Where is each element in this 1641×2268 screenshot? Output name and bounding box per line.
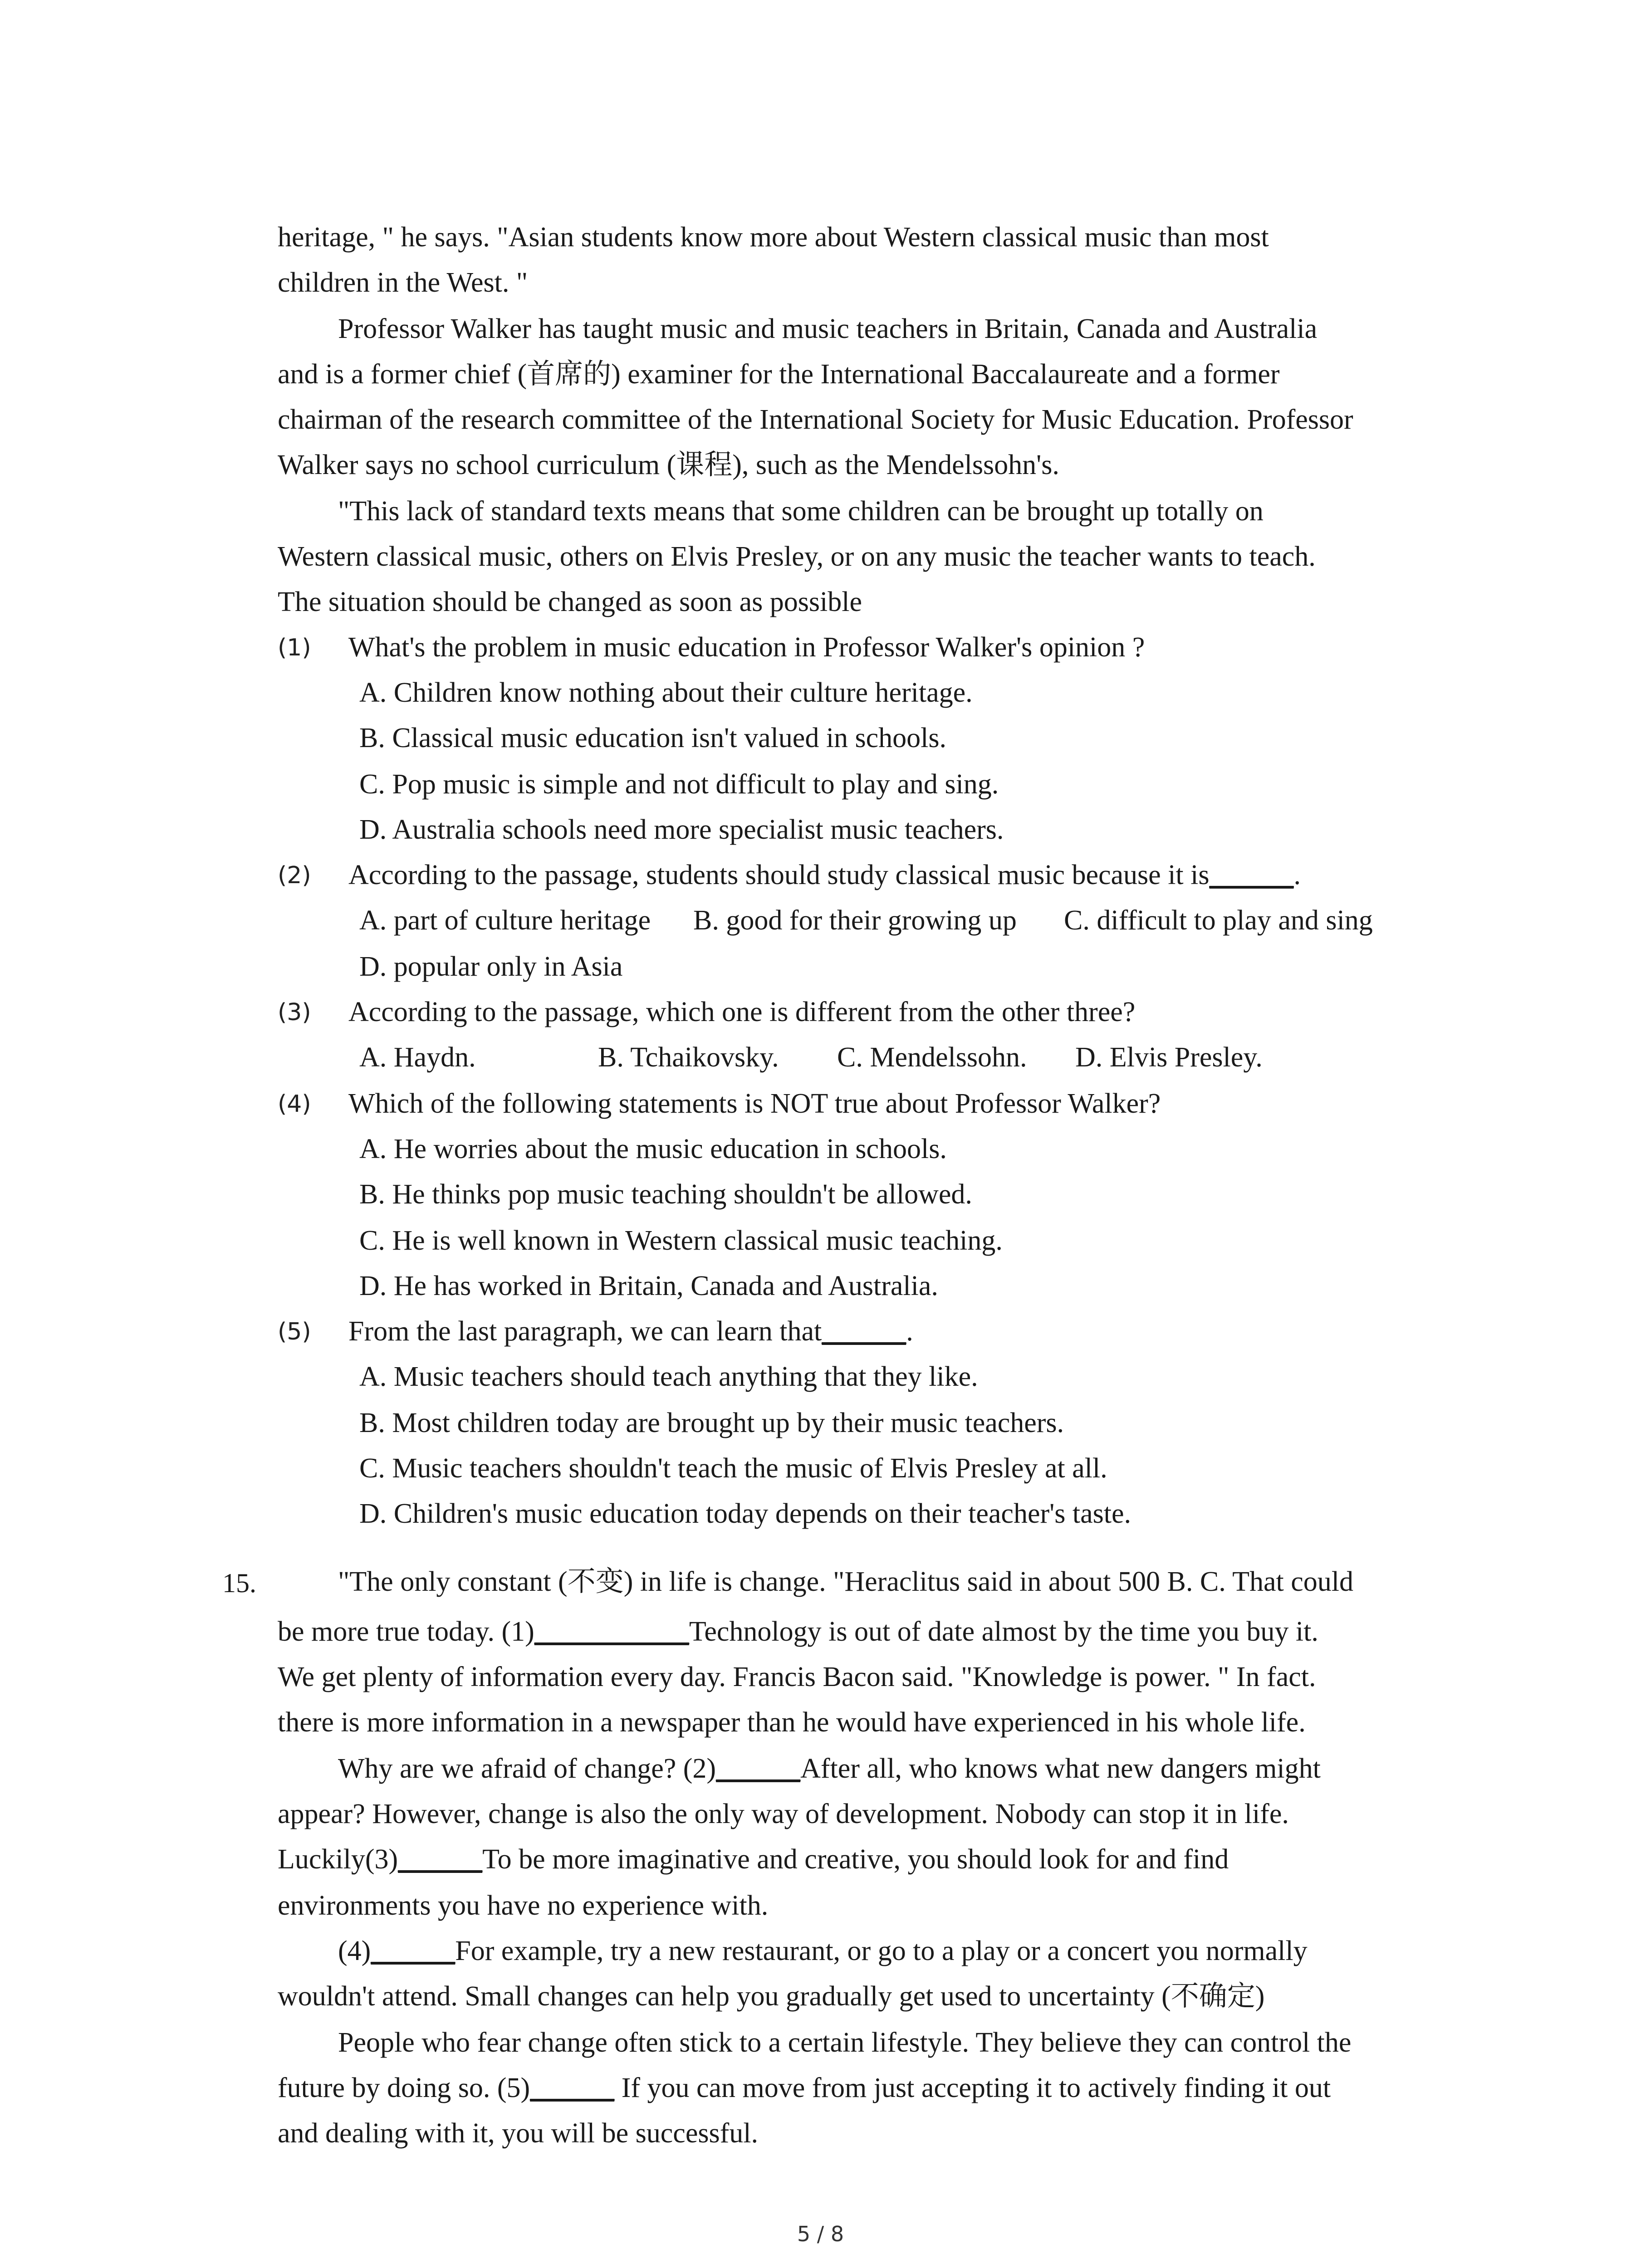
answer-blank: ______ [822, 1316, 906, 1347]
question-number: (3) [278, 999, 311, 1026]
passage-line: Why are we afraid of change? (2)______After all, who knows what new dangers might [338, 1753, 1321, 1784]
question-stem: Which of the following statements is NOT true about Professor Walker? [348, 1088, 1161, 1119]
option: D. Children's music education today depends on their teacher's taste. [359, 1498, 1132, 1529]
answer-blank: ______ [716, 1753, 801, 1784]
question-stem: According to the passage, which one is different from the other three? [348, 997, 1136, 1027]
question-number: (5) [278, 1318, 311, 1345]
passage-line: be more true today. (1)___________Technology is out of date almost by the time you buy it. [278, 1616, 1318, 1647]
passage-line: environments you have no experience with. [278, 1890, 769, 1921]
option: A. part of culture heritage [359, 905, 651, 936]
passage-line: chairman of the research committee of the International Society for Music Education. Professor [278, 404, 1353, 435]
option: C. Pop music is simple and not difficult to play and sing. [359, 769, 999, 800]
option: A. Children know nothing about their culture heritage. [359, 677, 973, 708]
passage-line: "This lack of standard texts means that some children can be brought up totally on [338, 496, 1264, 527]
passage-line: (4)______For example, try a new restaurant, or go to a play or a concert you normally [338, 1936, 1308, 1966]
question-number: (2) [278, 862, 311, 889]
passage-line: wouldn't attend. Small changes can help you gradually get used to uncertainty (不确定) [278, 1981, 1265, 2012]
answer-blank: ___________ [534, 1616, 689, 1647]
option: B. He thinks pop music teaching shouldn't be allowed. [359, 1179, 972, 1210]
option: B. Classical music education isn't valued in schools. [359, 723, 947, 753]
option: A. He worries about the music education in schools. [359, 1134, 947, 1164]
passage-line: We get plenty of information every day. Francis Bacon said. "Knowledge is power. " In fact. [278, 1662, 1316, 1692]
passage-line: Walker says no school curriculum (课程), such as the Mendelssohn's. [278, 450, 1059, 480]
option: B. Most children today are brought up by their music teachers. [359, 1408, 1064, 1438]
answer-blank: ______ [398, 1844, 483, 1875]
option: A. Music teachers should teach anything that they like. [359, 1361, 978, 1392]
passage-line: future by doing so. (5)______ If you can move from just accepting it to actively finding it out [278, 2072, 1331, 2103]
option: C. Music teachers shouldn't teach the music of Elvis Presley at all. [359, 1453, 1107, 1484]
passage-line: "The only constant (不变) in life is change. "Heraclitus said in about 500 B. C. That could [338, 1566, 1353, 1597]
page-number: 5 / 8 [797, 2222, 844, 2246]
passage-line: People who fear change often stick to a certain lifestyle. They believe they can control the [338, 2027, 1352, 2058]
passage-line: The situation should be changed as soon as possible [278, 587, 862, 617]
item-number: 15. [222, 1568, 256, 1598]
passage-line: and is a former chief (首席的) examiner for the International Baccalaureate and a former [278, 359, 1280, 390]
option: C. He is well known in Western classical music teaching. [359, 1225, 1003, 1256]
question-number: (4) [278, 1090, 311, 1118]
question-number: (1) [278, 634, 311, 661]
passage-line: children in the West. " [278, 267, 528, 298]
passage-line: there is more information in a newspaper than he would have experienced in his whole life. [278, 1707, 1306, 1738]
option: D. popular only in Asia [359, 951, 623, 982]
question-stem: What's the problem in music education in Professor Walker's opinion ? [348, 632, 1145, 663]
question-stem: According to the passage, students should study classical music because it is______. [348, 860, 1301, 890]
passage-line: Western classical music, others on Elvis Presley, or on any music the teacher wants to teach. [278, 541, 1316, 572]
passage-line: appear? However, change is also the only way of development. Nobody can stop it in life. [278, 1799, 1289, 1829]
answer-blank: ______ [1209, 860, 1294, 890]
passage-line: Luckily(3)______To be more imaginative and creative, you should look for and find [278, 1844, 1229, 1875]
option: D. Australia schools need more specialist music teachers. [359, 814, 1004, 845]
option: D. He has worked in Britain, Canada and Australia. [359, 1271, 938, 1301]
passage-line: Professor Walker has taught music and music teachers in Britain, Canada and Australia [338, 313, 1318, 344]
option: C. Mendelssohn. [837, 1042, 1027, 1073]
answer-blank: ______ [371, 1936, 456, 1966]
option: B. Tchaikovsky. [598, 1042, 779, 1073]
option: D. Elvis Presley. [1075, 1042, 1263, 1073]
passage-line: and dealing with it, you will be successful. [278, 2118, 758, 2149]
passage-line: heritage, " he says. "Asian students know more about Western classical music than most [278, 222, 1269, 253]
answer-blank: ______ [530, 2072, 615, 2103]
option: C. difficult to play and sing [1064, 905, 1373, 936]
option: B. good for their growing up [693, 905, 1017, 936]
question-stem: From the last paragraph, we can learn that______. [348, 1316, 913, 1347]
option: A. Haydn. [359, 1042, 476, 1073]
